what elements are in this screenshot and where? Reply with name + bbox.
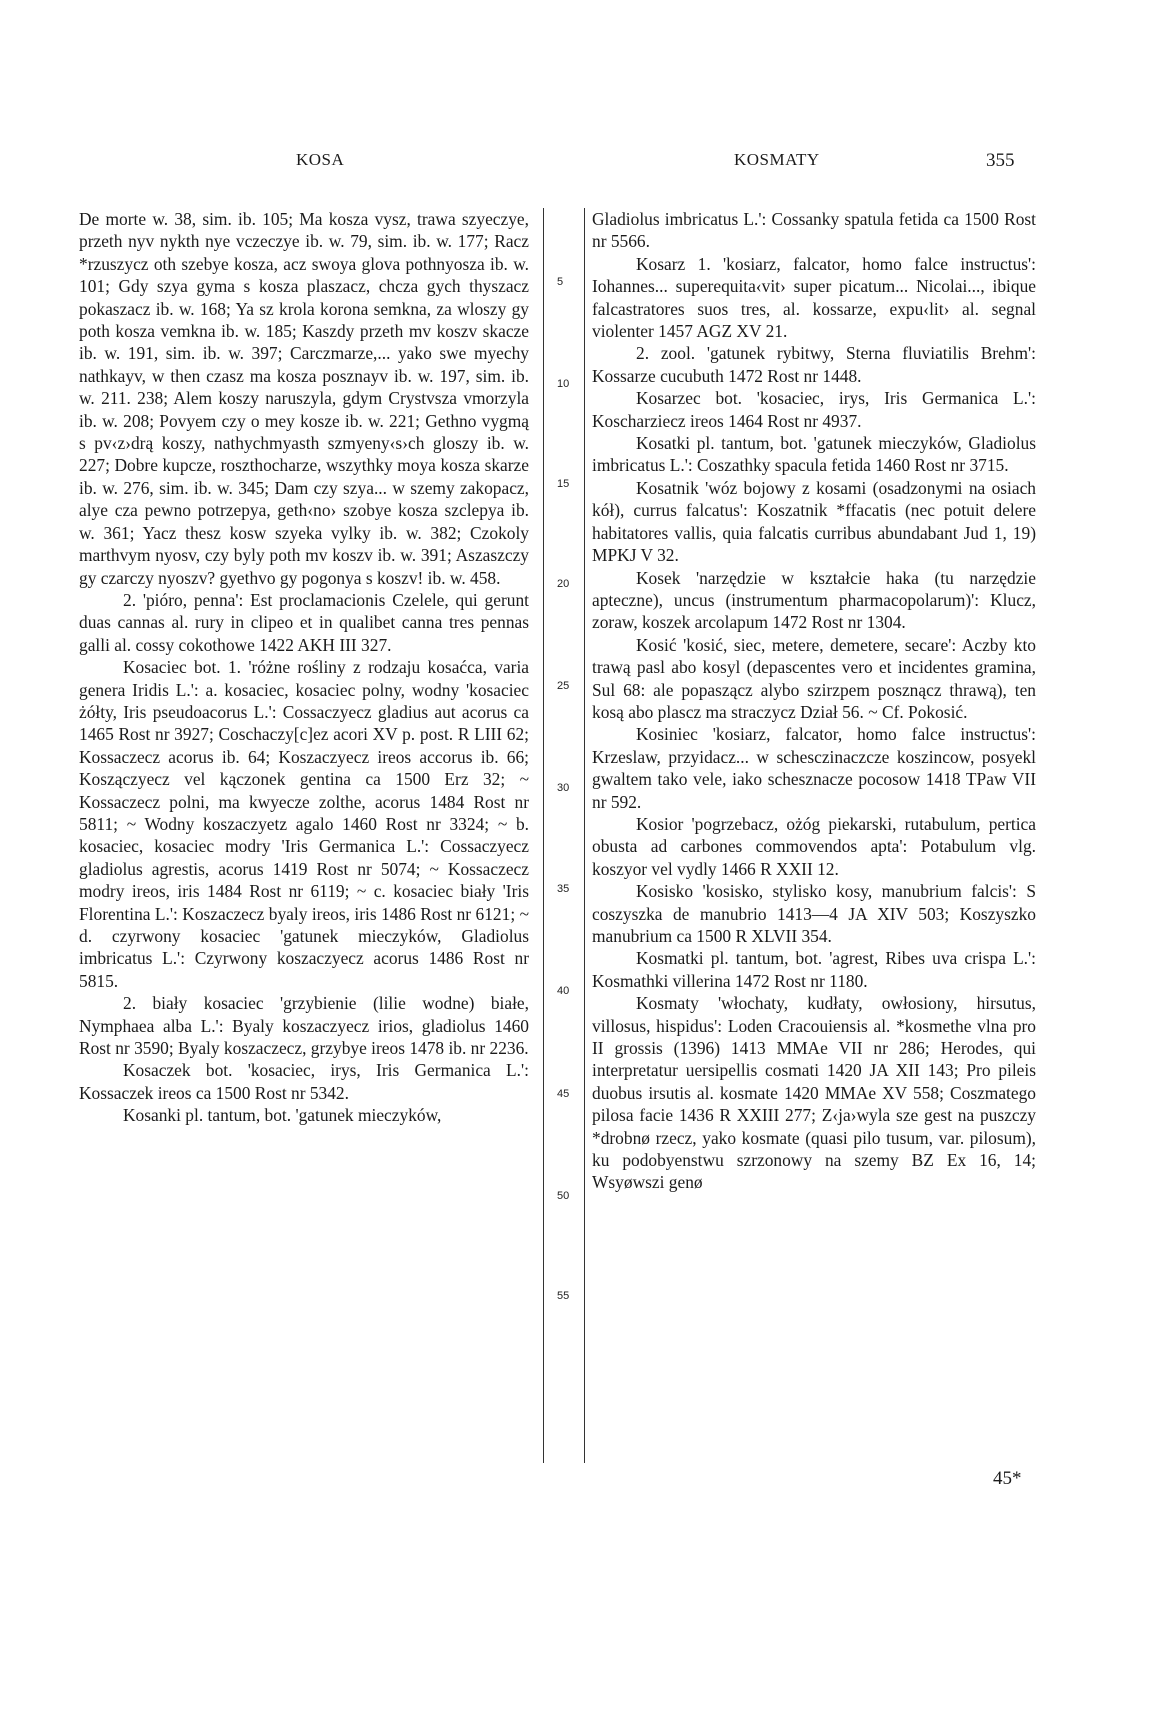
left-column bbox=[79, 208, 529, 1127]
line-number: 25 bbox=[557, 680, 570, 692]
running-header-right: KOSMATY bbox=[734, 150, 820, 169]
entry-paragraph: Kosiniec 'kosiarz, falcator, homo falce instructus': Krzeslaw, przyidacz... w schesczinaczcze koszincow, posyekl gwaltem tako vele, iako schesznacze pocosow 1418 TPaw VII nr 592. bbox=[592, 724, 1036, 812]
entry-paragraph: Kosanki pl. tantum, bot. 'gatunek mieczyków, bbox=[123, 1105, 442, 1126]
right-column bbox=[592, 208, 1036, 1194]
entry-paragraph: De morte w. 38, sim. ib. 105; Ma kosza vysz, trawa szyeczye, przeth nyv nykth nye vczeczye ib. w. 79, sim. ib. w. 177; Racz *rzuszycz oth szebye kosza, acz swoya glova pothnyosza ib. w. 101; Gdy szya gyma s kosza plaszacz, chcza gych thyszacz pokaszacz ib. w. 168; Ya sz krola korona semkna, za wloszy gy poth kosza vemkna ib. w. 185; Kaszdy przeth mv koszv skacze ib. w. 191, sim. ib. w. 397; Carczmarze,... yako swe myechy nathkayv, w then czasz ma kosza posznayv ib. w. 197, sim. ib. w. 211. 238; Alem koszy naruszyla, gdym Crystvsza vmorzyla ib. w. 208; Povyem czy o mey kosze ib. w. 221; Gethno vygmą s pv‹z›drą koszy, nathychmyasth szmyeny‹s›ch gloszy ib. w. 227; Dobre kupcze, roszthocharze, wszythky moya kosza skarze ib. w. 276, sim. ib. w. 345; Dam czy szya... w szemy zakopacz, alye cza pewno potrzepya, geth‹no› szobye kosza szclepya ib. w. 361; Yacz thesz kosw szyeka vylky ib. w. 382; Czokoly marthvym nyosv, czy byly poth mv koszv ib. w. 391; Aszaszczy gy czarczy nyoszv? gyethvo gy pogonya s koszv! ib. w. 458. bbox=[79, 209, 529, 588]
entry-paragraph: 2. zool. 'gatunek rybitwy, Sterna fluviatilis Brehm': Kossarze cucubuth 1472 Rost nr 1448. bbox=[592, 343, 1036, 386]
entry-paragraph: Kosić 'kosić, siec, metere, demetere, secare': Aczby kto trawą pasl abo kosyl (depascentes vero et incidentes gramina, Sul 68: ale popaszącz alybo szirzpem posznącz thrawą), ten kosą abo plascz ma straczycz Dział 56. ~ Cf. Pokosić. bbox=[592, 634, 1036, 722]
entry-paragraph: Kosatnik 'wóz bojowy z kosami (osadzonymi na osiach kół), currus falcatus': Koszatnik *ffacatis (nec potuit delere habitatores vallis, quia falcatis curribus abundabant Jud 1, 19) MPKJ V 32. bbox=[592, 477, 1036, 566]
line-number: 30 bbox=[557, 782, 570, 794]
entry-paragraph: 2. 'pióro, penna': Est proclamacionis Czelele, qui gerunt duas cannas al. rury in clipeo et in qualibet canna tres pennas galli al. cossy cokothowe 1422 AKH III 327. bbox=[79, 589, 529, 655]
line-number: 5 bbox=[557, 276, 564, 288]
entry-paragraph: Kosatki pl. tantum, bot. 'gatunek mieczyków, Gladiolus imbricatus L.': Coszathky spacula fetida 1460 Rost nr 3715. bbox=[592, 433, 1036, 476]
line-number: 10 bbox=[557, 378, 570, 390]
entry-paragraph: Kosmatki pl. tantum, bot. 'agrest, Ribes uva crispa L.': Kosmathki villerina 1472 Rost nr 1180. bbox=[592, 948, 1036, 991]
entry-paragraph: Kosek 'narzędzie w kształcie haka (tu narzędzie apteczne), uncus (instrumentum pharmacopolarum)': Klucz, zoraw, koszek arcolapum 1472 Rost nr 1304. bbox=[592, 567, 1036, 633]
entry-paragraph: Kosisko 'kosisko, stylisko kosy, manubrium falcis': S coszyszka de manubrio 1413—4 JA XIV 503; Koszyszko manubrium ca 1500 R XLVII 354. bbox=[592, 881, 1036, 946]
entry-paragraph: 2. biały kosaciec 'grzybienie (lilie wodne) białe, Nymphaea alba L.': Byaly koszaczyecz irios, gladiolus 1460 Rost nr 3590; Byaly koszaczecz, grzybye ireos 1478 ib. nr 2236. bbox=[79, 993, 529, 1059]
column-divider-left bbox=[543, 208, 544, 1463]
entry-paragraph: Kosior 'pogrzebacz, ożóg piekarski, rutabulum, pertica obusta ad carbones commovendos apta': Potabulum vlg. koszyor vel vydly 1466 R XXII 12. bbox=[592, 813, 1036, 879]
line-number: 20 bbox=[557, 578, 570, 590]
entry-paragraph: Kosmaty 'włochaty, kudłaty, owłosiony, hirsutus, villosus, hispidus': Loden Cracouiensis al. *kosmethe vlna pro II grossis (1396) 1413 MMAe VII nr 286; Herodes, qui interpretatur uersipellis cosmati 1420 JA XII 143; Pro pileis duobus irsutis al. kosmate 1420 MMAe XV 558; Coszmatego pilosa facie 1436 R XXIII 277; Z‹ja›wyla sze gest na puszczy *drobnø rzecz, yako kosmate (quasi pilo tusum, var. pilosum), ku podobyenstwu szrzonowy na szemy BZ Ex 16, 14; Wsyøwszi genø bbox=[592, 993, 1036, 1193]
line-number: 35 bbox=[557, 883, 570, 895]
entry-paragraph: Gladiolus imbricatus L.': Cossanky spatula fetida ca 1500 Rost nr 5566. bbox=[592, 209, 1036, 252]
running-header-left: KOSA bbox=[296, 150, 345, 169]
line-number: 40 bbox=[557, 985, 570, 997]
entry-paragraph: Kosarz 1. 'kosiarz, falcator, homo falce instructus': Iohannes... superequita‹vit› super picatum... Nicolai..., ibique falcastratores suos tres, al. kossarze, expu‹lit› al. segnal violenter 1457 AGZ XV 21. bbox=[592, 253, 1036, 342]
entry-paragraph: Kosarzec bot. 'kosaciec, irys, Iris Germanica L.': Koscharziecz ireos 1464 Rost nr 4937. bbox=[592, 388, 1036, 431]
line-number: 55 bbox=[557, 1290, 570, 1302]
entry-paragraph: Kosaczek bot. 'kosaciec, irys, Iris Germanica L.': Kossaczek ireos ca 1500 Rost nr 5342. bbox=[79, 1060, 529, 1103]
signature-mark: 45* bbox=[993, 1468, 1022, 1489]
line-number: 50 bbox=[557, 1190, 570, 1202]
page-number: 355 bbox=[986, 150, 1015, 171]
entry-paragraph: Kosaciec bot. 1. 'różne rośliny z rodzaju kosaćca, varia genera Iridis L.': a. kosaciec, kosaciec polny, wodny 'kosaciec żółty, Iris pseudoacorus L.': Cossaczyecz gladius aut acorus ca 1465 Rost nr 3927; Coschaczy[c]ez acori XV p. post. R LIII 62; Kossaczecz acorus ib. 64; Koszaczyecz ireos accorus ib. 66; Koszączyecz vel kączonek gentina ca 1500 Erz 32; ~ Kossaczecz polni, ma kwyecze zolthe, acorus 1484 Rost nr 5811; ~ Wodny koszaczyetz agalo 1460 Rost nr 3324; ~ b. kosaciec, kosaciec modry 'Iris Germanica L.': Cossaczyecz gladiolus agrestis, acorus 1419 Rost nr 5074; ~ Kossaczecz modry ireos, iris 1484 Rost nr 6119; ~ c. kosaciec biały 'Iris Florentina L.': Koszaczecz byaly ireos, iris 1486 Rost nr 6121; ~ d. czyrwony kosaciec 'gatunek mieczyków, Gladiolus imbricatus L.': Czyrwony koszaczyecz acorus 1486 Rost nr 5815. bbox=[79, 657, 529, 991]
line-number: 45 bbox=[557, 1088, 570, 1100]
line-number: 15 bbox=[557, 478, 570, 490]
column-divider-right bbox=[584, 208, 585, 1463]
